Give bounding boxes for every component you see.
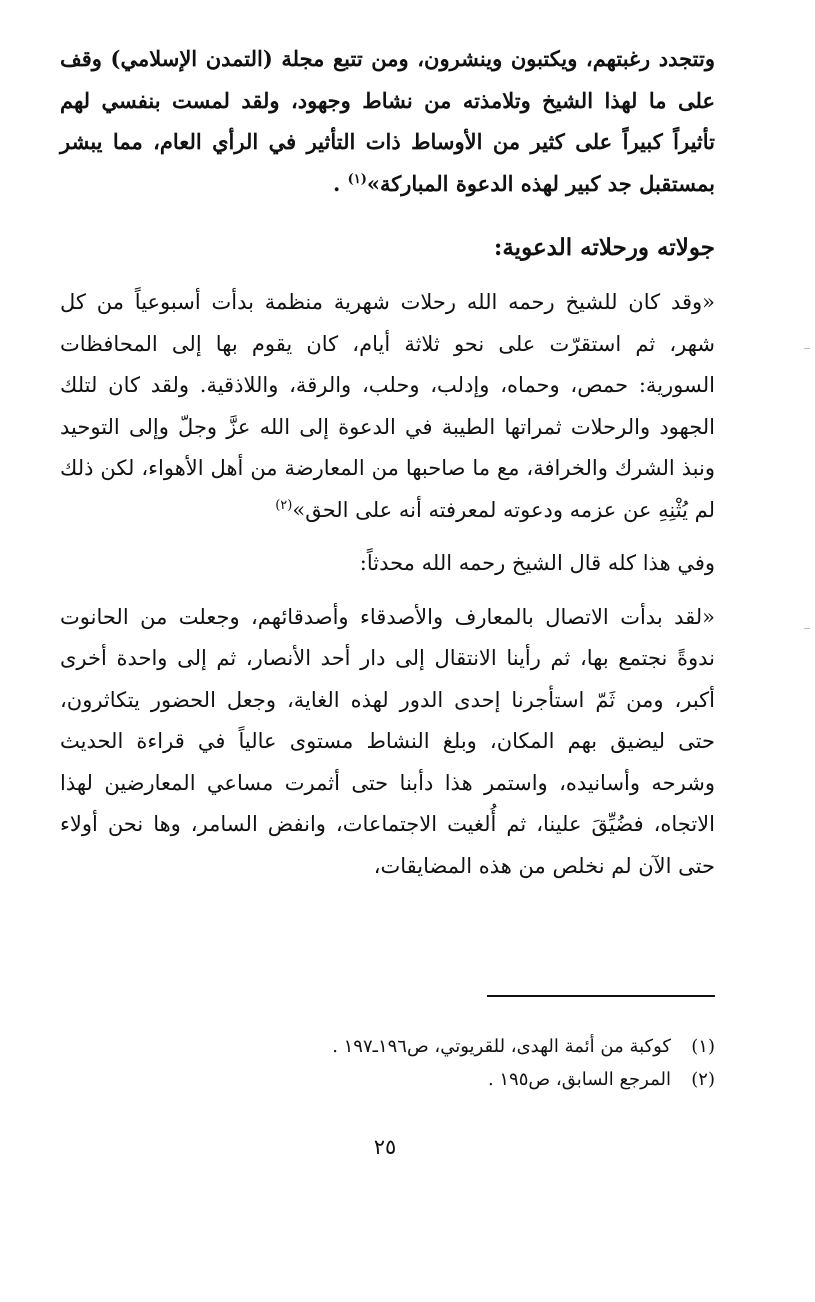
- margin-mark: [804, 348, 810, 349]
- page-number: ٢٥: [373, 1135, 397, 1159]
- footnote-number: (١): [691, 1036, 715, 1057]
- footnote-2: [115, 1063, 715, 1096]
- footnote-ref-2: (٢): [275, 497, 293, 513]
- paragraph-3: وفي هذا كله قال الشيخ رحمه الله محدثاً:: [359, 551, 715, 575]
- footnote-divider: [487, 995, 715, 997]
- margin-mark: [804, 628, 810, 629]
- footnote-ref-1: (١): [347, 171, 367, 187]
- paragraph-4: «لقد بدأت الاتصال بالمعارف والأصدقاء وأصدقائهم، وجعلت من الحانوت ندوةً نجتمع بها، ثم رأينا الانتقال إلى دار أحد الأنصار، ثم إلى واحدة أخرى أكبر، ومن ثَمّ استأجرنا إحدى الدور لهذه الغاية، وجعل الحضور يتكاثرون، حتى ليضيق بهم المكان، وبلغ النشاط مستوى عالياً في قراءة الحديث وشرحه وأسانيده، واستمر هذا دأبنا حتى أثمرت مساعي المعارضين لهذا الاتجاه، فضُيِّقَ علينا، ثم أُلغيت الاجتماعات، وانفض السامر، وها نحن أولاء حتى الآن لم نخلص من هذه المضايقات،: [60, 604, 715, 878]
- paragraph-1-end: .: [332, 170, 348, 196]
- paragraph-1-text: وتتجدد رغبتهم، ويكتبون وينشرون، ومن تتبع مجلة (التمدن الإسلامي) وقف على ما لهذا الشيخ وتلامذته من نشاط وجهود، ولقد لمست بنفسي لهم تأثيراً كبيراً على كثير من الأوساط ذات التأثير في الرأي العام، مما يبشر بمستقبل جد كبير لهذه الدعوة المباركة»: [60, 46, 715, 196]
- paragraph-1: [60, 38, 715, 204]
- footnote-1: [115, 1030, 715, 1063]
- footnote-number: (٢): [691, 1069, 715, 1090]
- paragraph-2: [60, 282, 715, 531]
- footnote-text: كوكبة من أئمة الهدى، للقريوتي، ص١٩٦ـ١٩٧ .: [332, 1036, 671, 1057]
- footnote-text: المرجع السابق، ص١٩٥ .: [487, 1069, 671, 1090]
- section-heading: جولاته ورحلاته الدعوية:: [493, 234, 715, 261]
- footnotes: [115, 1030, 715, 1096]
- page-body: [60, 38, 715, 887]
- paragraph-2-text: «وقد كان للشيخ رحمه الله رحلات شهرية منظمة بدأت أسبوعياً من كل شهر، ثم استقرّت على نحو ثلاثة أيام، كان يقوم بها إلى المحافظات السورية: حمص، وحماه، وإدلب، وحلب، والرقة، واللاذقية. ولقد كان لتلك الجهود والرحلات ثمراتها الطيبة في الدعوة إلى الله عزَّ وجلّ وإلى التوحيد ونبذ الشرك والخرافة، مع ما صاحبها من المعارضة من أهل الأهواء، لكن ذلك لم يُثْنِهِ عن عزمه ودعوته لمعرفته أنه على الحق»: [60, 290, 715, 522]
